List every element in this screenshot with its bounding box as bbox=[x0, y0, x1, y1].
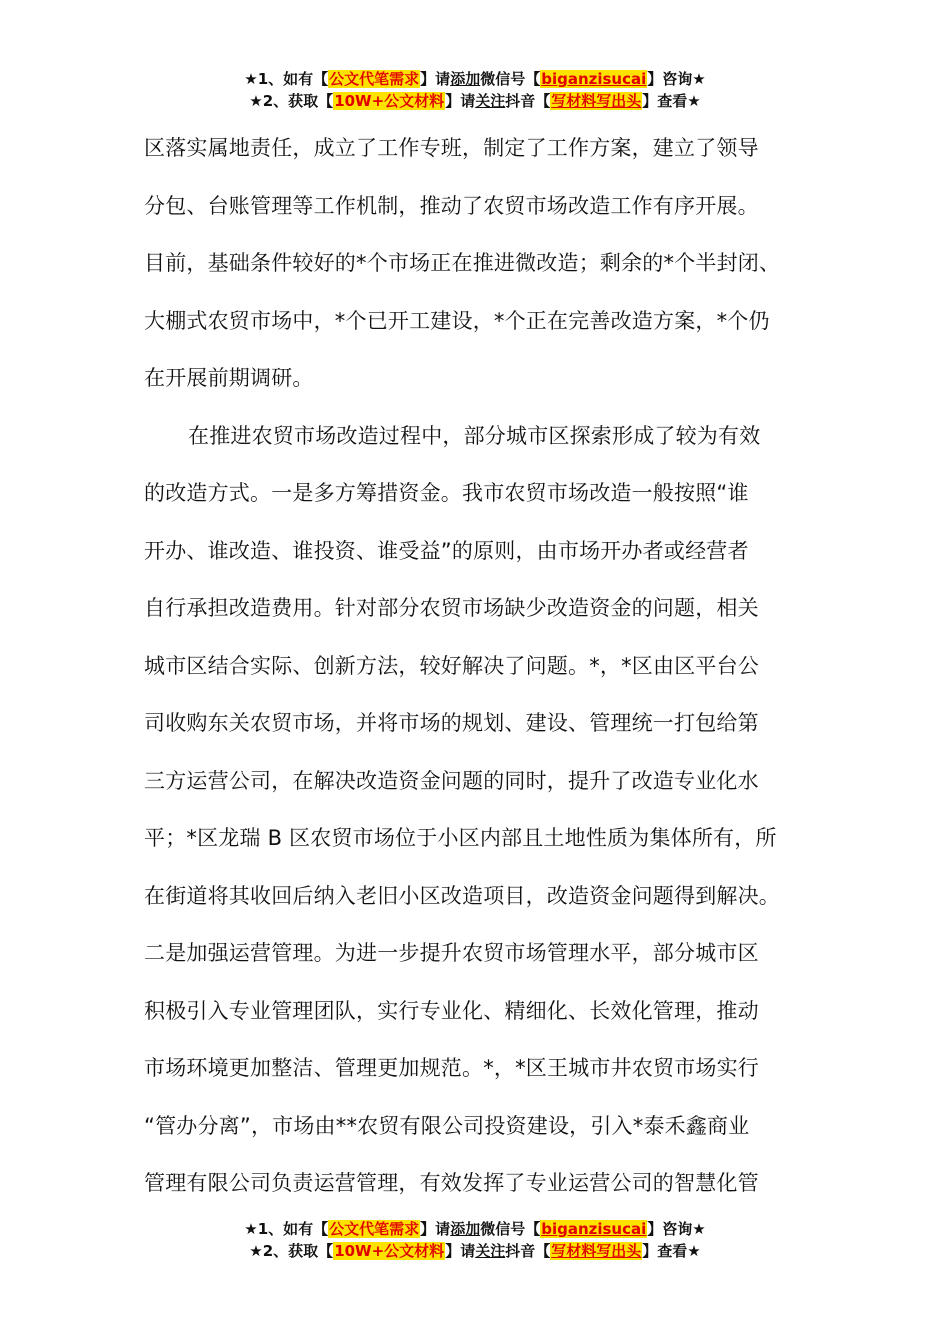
highlight-text: 公文代笔需求 bbox=[329, 1220, 420, 1238]
text-line: 目前，基础条件较好的*个市场正在推进微改造；剩余的*个半封闭、 bbox=[144, 251, 781, 275]
text-line: 区落实属地责任，成立了工作专班，制定了工作方案，建立了领导 bbox=[144, 136, 759, 160]
highlight-text: 公文代笔需求 bbox=[329, 70, 420, 88]
text-line: 平；*区龙瑞 B 区农贸市场位于小区内部且土地性质为集体所有，所 bbox=[144, 826, 777, 850]
wechat-id: biganzisucai bbox=[541, 70, 647, 88]
text-line: 积极引入专业管理团队，实行专业化、精细化、长效化管理，推动 bbox=[144, 998, 759, 1023]
header-banner bbox=[0, 68, 950, 112]
text-line: 在开展前期调研。 bbox=[144, 366, 314, 390]
douyin-id: 写材料写出头 bbox=[551, 92, 642, 110]
text-line: 大棚式农贸市场中，*个已开工建设，*个正在完善改造方案，*个仍 bbox=[144, 308, 770, 333]
highlight-text: 10W+公文材料 bbox=[334, 92, 445, 110]
highlight-text: 10W+公文材料 bbox=[334, 1242, 445, 1260]
text-line: 在街道将其收回后纳入老旧小区改造项目，改造资金问题得到解决。 bbox=[144, 883, 780, 908]
banner-line-1: ★1、如有【公文代笔需求】请添加微信号【biganzisucai】咨询★ bbox=[244, 70, 706, 88]
paragraph-1 bbox=[144, 120, 824, 408]
wechat-id: biganzisucai bbox=[541, 1220, 647, 1238]
text-line: 管理有限公司负责运营管理，有效发挥了专业运营公司的智慧化管 bbox=[144, 1171, 759, 1195]
text-line: 二是加强运营管理。为进一步提升农贸市场管理水平，部分城市区 bbox=[144, 941, 759, 965]
text-line: 开办、谁改造、谁投资、谁受益”的原则，由市场开办者或经营者 bbox=[144, 538, 749, 563]
text-line: “管办分离”，市场由**农贸有限公司投资建设，引入*泰禾鑫商业 bbox=[144, 1113, 750, 1138]
banner-line-2: ★2、获取【10W+公文材料】请关注抖音【写材料写出头】查看★ bbox=[249, 92, 701, 110]
text-line: 城市区结合实际、创新方法，较好解决了问题。*，*区由区平台公 bbox=[144, 653, 759, 678]
paragraph-2 bbox=[144, 408, 824, 1213]
douyin-id: 写材料写出头 bbox=[551, 1242, 642, 1260]
text-line: 的改造方式。一是多方筹措资金。我市农贸市场改造一般按照“谁 bbox=[144, 481, 749, 505]
banner-line-2: ★2、获取【10W+公文材料】请关注抖音【写材料写出头】查看★ bbox=[249, 1242, 701, 1260]
text-line: 市场环境更加整洁、管理更加规范。*，*区王城市井农贸市场实行 bbox=[144, 1056, 759, 1080]
text-line: 三方运营公司，在解决改造资金问题的同时，提升了改造专业化水 bbox=[144, 768, 759, 793]
footer-banner bbox=[0, 1218, 950, 1262]
text-line: 分包、台账管理等工作机制，推动了农贸市场改造工作有序开展。 bbox=[144, 193, 759, 218]
document-body bbox=[144, 120, 824, 1213]
text-line: 在推进农贸市场改造过程中，部分城市区探索形成了较为有效 bbox=[188, 423, 761, 448]
banner-line-1: ★1、如有【公文代笔需求】请添加微信号【biganzisucai】咨询★ bbox=[244, 1220, 706, 1238]
text-line: 自行承担改造费用。针对部分农贸市场缺少改造资金的问题，相关 bbox=[144, 596, 759, 620]
text-line: 司收购东关农贸市场，并将市场的规划、建设、管理统一打包给第 bbox=[144, 711, 759, 735]
